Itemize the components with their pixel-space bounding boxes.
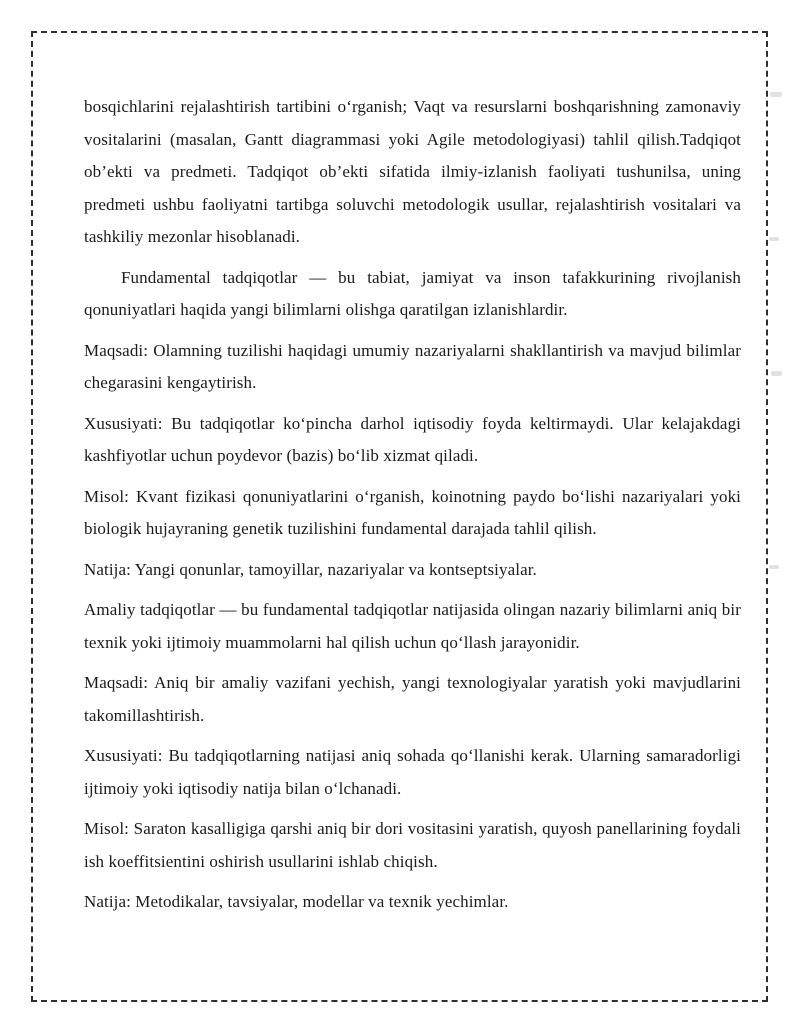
scan-artifact <box>769 565 779 569</box>
paragraph-fundamental-xususiyati: Xususiyati: Bu tadqiqotlar ko‘pincha darhol iqtisodiy foyda keltirmaydi. Ular kelajakdagi kashfiyotlar uchun poydevor (bazis) bo‘lib xizmat qiladi. <box>84 413 741 465</box>
paragraph-intro-objectives: bosqichlarini rejalashtirish tartibini o‘rganish; Vaqt va resurslarni boshqarishning zamonaviy vositalarini (masalan, Gantt diagrammasi yoki Agile metodologiyasi) tahlil qilish.Tadqiqot ob’ekti va predmeti. Tadqiqot ob’ekti sifatida ilmiy-izlanish faoliyati tushunilsa, uning predmeti ushbu faoliyatni tartibga soluvchi metodologik usullar, rejalashtirish vositalari va tashkiliy mezonlar hisoblanadi. <box>84 97 741 246</box>
scan-artifact <box>771 371 782 376</box>
paragraph-fundamental-definition: Fundamental tadqiqotlar — bu tabiat, jamiyat va inson tafakkurining rivojlanish qonuniyatlari haqida yangi bilimlarni olishga qaratilgan izlanishlardir. <box>84 267 741 319</box>
scan-artifact <box>770 92 782 97</box>
paragraph-amaliy-xususiyati: Xususiyati: Bu tadqiqotlarning natijasi aniq sohada qo‘llanishi kerak. Ularning samaradorligi ijtimoiy yoki iqtisodiy natija bilan o‘lchanadi. <box>84 746 741 798</box>
document-text-block <box>84 91 741 927</box>
paragraph-amaliy-maqsadi: Maqsadi: Aniq bir amaliy vazifani yechish, yangi texnologiyalar yaratish yoki mavjudlarini takomillashtirish. <box>84 673 741 725</box>
paragraph-fundamental-natija: Natija: Yangi qonunlar, tamoyillar, nazariyalar va kontseptsiyalar. <box>84 559 537 579</box>
paragraph-amaliy-definition: Amaliy tadqiqotlar — bu fundamental tadqiqotlar natijasida olingan nazariy bilimlarni aniq bir texnik yoki ijtimoiy muammolarni hal qilish uchun qo‘llash jarayonidir. <box>84 600 741 652</box>
paragraph-amaliy-natija: Natija: Metodikalar, tavsiyalar, modellar va texnik yechimlar. <box>84 892 509 911</box>
paragraph-fundamental-misol: Misol: Kvant fizikasi qonuniyatlarini o‘rganish, koinotning paydo bo‘lishi nazariyalari yoki biologik hujayraning genetik tuzilishini fundamental darajada tahlil qilish. <box>84 486 741 538</box>
paragraph-fundamental-maqsadi: Maqsadi: Olamning tuzilishi haqidagi umumiy nazariyalarni shakllantirish va mavjud bilimlar chegarasini kengaytirish. <box>84 340 741 392</box>
scan-artifact <box>769 237 779 241</box>
paragraph-amaliy-misol: Misol: Saraton kasalligiga qarshi aniq bir dori vositasini yaratish, quyosh panellarining foydali ish koeffitsientini oshirish usullarini ishlab chiqish. <box>84 819 741 871</box>
